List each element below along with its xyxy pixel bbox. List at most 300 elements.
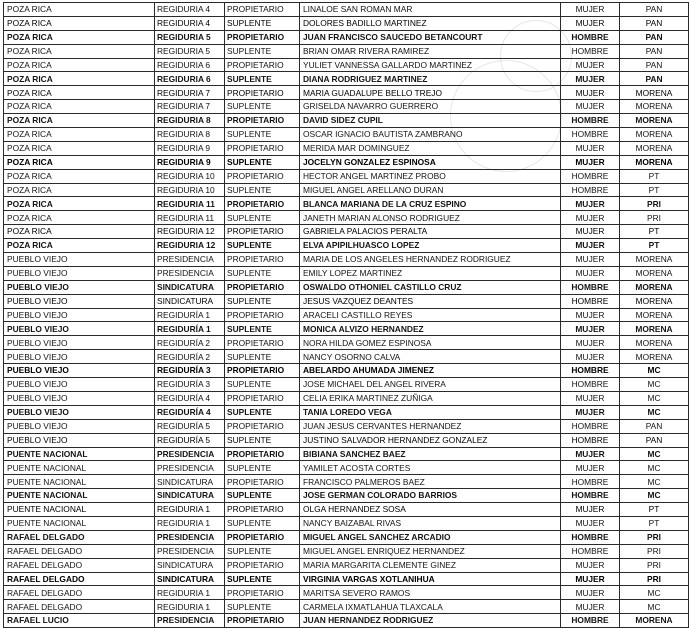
sex-cell: MUJER — [561, 86, 620, 100]
position-cell: REGIDURIA 5 — [155, 44, 225, 58]
table-row — [4, 155, 689, 169]
municipality-cell: PUENTE NACIONAL — [4, 516, 155, 530]
candidate-name-cell: MARIA DE LOS ANGELES HERNANDEZ RODRIGUEZ — [300, 253, 561, 267]
party-cell: PT — [620, 516, 689, 530]
role-cell: SUPLENTE — [225, 433, 300, 447]
party-cell: MORENA — [620, 86, 689, 100]
role-cell: PROPIETARIO — [225, 225, 300, 239]
party-cell: PAN — [620, 44, 689, 58]
role-cell: SUPLENTE — [225, 516, 300, 530]
municipality-cell: PUEBLO VIEJO — [4, 433, 155, 447]
party-cell: MORENA — [620, 614, 689, 628]
municipality-cell: RAFAEL DELGADO — [4, 544, 155, 558]
position-cell: REGIDURÍA 2 — [155, 350, 225, 364]
sex-cell: MUJER — [561, 72, 620, 86]
candidate-name-cell: YAMILET ACOSTA CORTES — [300, 461, 561, 475]
position-cell: REGIDURIA 4 — [155, 3, 225, 17]
position-cell: REGIDURIA 1 — [155, 516, 225, 530]
municipality-cell: RAFAEL DELGADO — [4, 600, 155, 614]
party-cell: PRI — [620, 197, 689, 211]
role-cell: PROPIETARIO — [225, 169, 300, 183]
municipality-cell: PUENTE NACIONAL — [4, 503, 155, 517]
municipality-cell: POZA RICA — [4, 211, 155, 225]
party-cell: MC — [620, 461, 689, 475]
sex-cell: MUJER — [561, 600, 620, 614]
position-cell: REGIDURÍA 2 — [155, 336, 225, 350]
municipality-cell: POZA RICA — [4, 30, 155, 44]
municipality-cell: POZA RICA — [4, 16, 155, 30]
sex-cell: MUJER — [561, 16, 620, 30]
party-cell: PAN — [620, 58, 689, 72]
position-cell: SINDICATURA — [155, 294, 225, 308]
candidate-name-cell: NORA HILDA GOMEZ ESPINOSA — [300, 336, 561, 350]
sex-cell: MUJER — [561, 225, 620, 239]
sex-cell: HOMBRE — [561, 169, 620, 183]
role-cell: SUPLENTE — [225, 44, 300, 58]
municipality-cell: POZA RICA — [4, 86, 155, 100]
table-row — [4, 169, 689, 183]
candidate-name-cell: BLANCA MARIANA DE LA CRUZ ESPINO — [300, 197, 561, 211]
table-row — [4, 294, 689, 308]
candidate-name-cell: JOSE MICHAEL DEL ANGEL RIVERA — [300, 378, 561, 392]
sex-cell: HOMBRE — [561, 433, 620, 447]
table-row — [4, 197, 689, 211]
candidate-name-cell: HECTOR ANGEL MARTINEZ PROBO — [300, 169, 561, 183]
party-cell: PAN — [620, 72, 689, 86]
sex-cell: HOMBRE — [561, 378, 620, 392]
party-cell: PAN — [620, 30, 689, 44]
party-cell: MORENA — [620, 266, 689, 280]
party-cell: MC — [620, 405, 689, 419]
position-cell: REGIDURÍA 4 — [155, 405, 225, 419]
table-row — [4, 419, 689, 433]
role-cell: SUPLENTE — [225, 16, 300, 30]
party-cell: MC — [620, 364, 689, 378]
position-cell: SINDICATURA — [155, 475, 225, 489]
municipality-cell: POZA RICA — [4, 100, 155, 114]
candidate-name-cell: NANCY BAIZABAL RIVAS — [300, 516, 561, 530]
municipality-cell: PUEBLO VIEJO — [4, 419, 155, 433]
candidate-name-cell: VIRGINIA VARGAS XOTLANIHUA — [300, 572, 561, 586]
candidate-name-cell: CARMELA IXMATLAHUA TLAXCALA — [300, 600, 561, 614]
position-cell: REGIDURÍA 5 — [155, 433, 225, 447]
role-cell: PROPIETARIO — [225, 141, 300, 155]
table-row — [4, 586, 689, 600]
party-cell: MC — [620, 600, 689, 614]
position-cell: REGIDURIA 12 — [155, 225, 225, 239]
candidate-name-cell: BRIAN OMAR RIVERA RAMIREZ — [300, 44, 561, 58]
role-cell: PROPIETARIO — [225, 280, 300, 294]
position-cell: REGIDURÍA 1 — [155, 308, 225, 322]
role-cell: PROPIETARIO — [225, 197, 300, 211]
sex-cell: MUJER — [561, 308, 620, 322]
candidate-name-cell: JESUS VAZQUEZ DEANTES — [300, 294, 561, 308]
table-row — [4, 16, 689, 30]
candidate-name-cell: LINALOE SAN ROMAN MAR — [300, 3, 561, 17]
role-cell: SUPLENTE — [225, 322, 300, 336]
sex-cell: MUJER — [561, 558, 620, 572]
table-row — [4, 30, 689, 44]
party-cell: MORENA — [620, 350, 689, 364]
sex-cell: HOMBRE — [561, 30, 620, 44]
position-cell: REGIDURIA 12 — [155, 239, 225, 253]
sex-cell: MUJER — [561, 405, 620, 419]
municipality-cell: PUEBLO VIEJO — [4, 391, 155, 405]
candidate-name-cell: JUSTINO SALVADOR HERNANDEZ GONZALEZ — [300, 433, 561, 447]
sex-cell: MUJER — [561, 391, 620, 405]
candidate-name-cell: OSCAR IGNACIO BAUTISTA ZAMBRANO — [300, 128, 561, 142]
role-cell: SUPLENTE — [225, 239, 300, 253]
table-row — [4, 253, 689, 267]
municipality-cell: POZA RICA — [4, 58, 155, 72]
candidate-name-cell: ARACELI CASTILLO REYES — [300, 308, 561, 322]
position-cell: REGIDURÍA 1 — [155, 322, 225, 336]
party-cell: PAN — [620, 3, 689, 17]
table-row — [4, 44, 689, 58]
sex-cell: HOMBRE — [561, 614, 620, 628]
municipality-cell: PUEBLO VIEJO — [4, 266, 155, 280]
candidate-name-cell: ABELARDO AHUMADA JIMENEZ — [300, 364, 561, 378]
sex-cell: HOMBRE — [561, 489, 620, 503]
municipality-cell: POZA RICA — [4, 197, 155, 211]
position-cell: REGIDURIA 10 — [155, 183, 225, 197]
table-row — [4, 600, 689, 614]
position-cell: PRESIDENCIA — [155, 544, 225, 558]
role-cell: PROPIETARIO — [225, 614, 300, 628]
municipality-cell: RAFAEL DELGADO — [4, 572, 155, 586]
party-cell: MC — [620, 447, 689, 461]
municipality-cell: POZA RICA — [4, 155, 155, 169]
candidate-name-cell: JOSE GERMAN COLORADO BARRIOS — [300, 489, 561, 503]
table-row — [4, 86, 689, 100]
position-cell: REGIDURIA 6 — [155, 72, 225, 86]
position-cell: PRESIDENCIA — [155, 461, 225, 475]
table-row — [4, 3, 689, 17]
position-cell: REGIDURIA 9 — [155, 155, 225, 169]
party-cell: MORENA — [620, 308, 689, 322]
municipality-cell: PUEBLO VIEJO — [4, 280, 155, 294]
candidate-name-cell: DOLORES BADILLO MARTINEZ — [300, 16, 561, 30]
table-row — [4, 72, 689, 86]
sex-cell: HOMBRE — [561, 294, 620, 308]
municipality-cell: POZA RICA — [4, 3, 155, 17]
table-row — [4, 58, 689, 72]
table-row — [4, 336, 689, 350]
table-row — [4, 128, 689, 142]
party-cell: PAN — [620, 16, 689, 30]
table-row — [4, 225, 689, 239]
position-cell: REGIDURÍA 4 — [155, 391, 225, 405]
table-row — [4, 183, 689, 197]
table-row — [4, 378, 689, 392]
party-cell: PRI — [620, 211, 689, 225]
table-body — [4, 3, 689, 628]
position-cell: SINDICATURA — [155, 489, 225, 503]
position-cell: REGIDURIA 7 — [155, 86, 225, 100]
position-cell: REGIDURÍA 3 — [155, 364, 225, 378]
candidate-name-cell: FRANCISCO PALMEROS BAEZ — [300, 475, 561, 489]
candidate-name-cell: BIBIANA SANCHEZ BAEZ — [300, 447, 561, 461]
municipality-cell: POZA RICA — [4, 72, 155, 86]
municipality-cell: PUEBLO VIEJO — [4, 308, 155, 322]
table-row — [4, 280, 689, 294]
municipality-cell: RAFAEL LUCIO — [4, 614, 155, 628]
table-row — [4, 114, 689, 128]
position-cell: PRESIDENCIA — [155, 447, 225, 461]
sex-cell: MUJER — [561, 572, 620, 586]
position-cell: REGIDURIA 5 — [155, 30, 225, 44]
municipality-cell: PUEBLO VIEJO — [4, 322, 155, 336]
sex-cell: HOMBRE — [561, 280, 620, 294]
position-cell: REGIDURIA 9 — [155, 141, 225, 155]
table-row — [4, 322, 689, 336]
sex-cell: HOMBRE — [561, 419, 620, 433]
candidate-name-cell: MONICA ALVIZO HERNANDEZ — [300, 322, 561, 336]
role-cell: SUPLENTE — [225, 572, 300, 586]
municipality-cell: POZA RICA — [4, 128, 155, 142]
party-cell: PRI — [620, 558, 689, 572]
party-cell: PT — [620, 239, 689, 253]
position-cell: REGIDURIA 1 — [155, 503, 225, 517]
role-cell: SUPLENTE — [225, 378, 300, 392]
position-cell: REGIDURIA 1 — [155, 586, 225, 600]
candidate-name-cell: MARIA MARGARITA CLEMENTE GINEZ — [300, 558, 561, 572]
sex-cell: MUJER — [561, 211, 620, 225]
role-cell: SUPLENTE — [225, 461, 300, 475]
party-cell: MC — [620, 391, 689, 405]
municipality-cell: RAFAEL DELGADO — [4, 530, 155, 544]
role-cell: PROPIETARIO — [225, 58, 300, 72]
position-cell: REGIDURIA 8 — [155, 114, 225, 128]
party-cell: MC — [620, 489, 689, 503]
role-cell: SUPLENTE — [225, 350, 300, 364]
municipality-cell: PUENTE NACIONAL — [4, 475, 155, 489]
role-cell: SUPLENTE — [225, 600, 300, 614]
municipality-cell: POZA RICA — [4, 114, 155, 128]
party-cell: MORENA — [620, 322, 689, 336]
party-cell: PAN — [620, 419, 689, 433]
candidate-name-cell: MERIDA MAR DOMINGUEZ — [300, 141, 561, 155]
sex-cell: HOMBRE — [561, 44, 620, 58]
party-cell: PT — [620, 225, 689, 239]
role-cell: SUPLENTE — [225, 72, 300, 86]
position-cell: REGIDURIA 4 — [155, 16, 225, 30]
municipality-cell: PUEBLO VIEJO — [4, 364, 155, 378]
role-cell: PROPIETARIO — [225, 3, 300, 17]
sex-cell: MUJER — [561, 197, 620, 211]
candidate-name-cell: MIGUEL ANGEL ARELLANO DURAN — [300, 183, 561, 197]
sex-cell: MUJER — [561, 155, 620, 169]
table-row — [4, 544, 689, 558]
party-cell: MORENA — [620, 128, 689, 142]
role-cell: SUPLENTE — [225, 489, 300, 503]
municipality-cell: RAFAEL DELGADO — [4, 586, 155, 600]
sex-cell: HOMBRE — [561, 364, 620, 378]
party-cell: PT — [620, 183, 689, 197]
party-cell: MORENA — [620, 280, 689, 294]
municipality-cell: PUEBLO VIEJO — [4, 336, 155, 350]
candidate-name-cell: YULIET VANNESSA GALLARDO MARTINEZ — [300, 58, 561, 72]
candidate-name-cell: MIGUEL ANGEL ENRIQUEZ HERNANDEZ — [300, 544, 561, 558]
party-cell: MORENA — [620, 141, 689, 155]
position-cell: REGIDURIA 6 — [155, 58, 225, 72]
municipality-cell: POZA RICA — [4, 169, 155, 183]
role-cell: SUPLENTE — [225, 155, 300, 169]
candidate-name-cell: OLGA HERNANDEZ SOSA — [300, 503, 561, 517]
party-cell: MC — [620, 378, 689, 392]
role-cell: PROPIETARIO — [225, 364, 300, 378]
position-cell: REGIDURIA 11 — [155, 211, 225, 225]
role-cell: SUPLENTE — [225, 544, 300, 558]
table-row — [4, 475, 689, 489]
municipality-cell: PUEBLO VIEJO — [4, 378, 155, 392]
party-cell: MC — [620, 475, 689, 489]
position-cell: PRESIDENCIA — [155, 253, 225, 267]
municipality-cell: POZA RICA — [4, 239, 155, 253]
role-cell: PROPIETARIO — [225, 475, 300, 489]
sex-cell: MUJER — [561, 3, 620, 17]
sex-cell: MUJER — [561, 253, 620, 267]
position-cell: PRESIDENCIA — [155, 614, 225, 628]
sex-cell: MUJER — [561, 100, 620, 114]
table-row — [4, 433, 689, 447]
role-cell: PROPIETARIO — [225, 114, 300, 128]
party-cell: PAN — [620, 433, 689, 447]
role-cell: PROPIETARIO — [225, 308, 300, 322]
role-cell: PROPIETARIO — [225, 530, 300, 544]
position-cell: REGIDURIA 8 — [155, 128, 225, 142]
position-cell: PRESIDENCIA — [155, 530, 225, 544]
role-cell: PROPIETARIO — [225, 391, 300, 405]
role-cell: SUPLENTE — [225, 266, 300, 280]
candidate-name-cell: GABRIELA PALACIOS PERALTA — [300, 225, 561, 239]
role-cell: PROPIETARIO — [225, 86, 300, 100]
position-cell: REGIDURÍA 3 — [155, 378, 225, 392]
municipality-cell: RAFAEL DELGADO — [4, 558, 155, 572]
sex-cell: MUJER — [561, 503, 620, 517]
sex-cell: HOMBRE — [561, 530, 620, 544]
candidate-name-cell: JUAN HERNANDEZ RODRIGUEZ — [300, 614, 561, 628]
sex-cell: MUJER — [561, 350, 620, 364]
sex-cell: MUJER — [561, 266, 620, 280]
party-cell: MORENA — [620, 155, 689, 169]
candidate-name-cell: CELIA ERIKA MARTINEZ ZUÑIGA — [300, 391, 561, 405]
sex-cell: MUJER — [561, 141, 620, 155]
candidate-name-cell: JUAN JESUS CERVANTES HERNANDEZ — [300, 419, 561, 433]
position-cell: SINDICATURA — [155, 558, 225, 572]
role-cell: SUPLENTE — [225, 211, 300, 225]
table-row — [4, 391, 689, 405]
candidate-name-cell: MIGUEL ANGEL SANCHEZ ARCADIO — [300, 530, 561, 544]
party-cell: MORENA — [620, 336, 689, 350]
role-cell: SUPLENTE — [225, 294, 300, 308]
candidate-name-cell: EMILY LOPEZ MARTINEZ — [300, 266, 561, 280]
table-row — [4, 364, 689, 378]
sex-cell: MUJER — [561, 461, 620, 475]
position-cell: SINDICATURA — [155, 280, 225, 294]
municipality-cell: PUEBLO VIEJO — [4, 405, 155, 419]
sex-cell: MUJER — [561, 447, 620, 461]
position-cell: REGIDURIA 11 — [155, 197, 225, 211]
candidate-name-cell: GRISELDA NAVARRO GUERRERO — [300, 100, 561, 114]
table-row — [4, 530, 689, 544]
municipality-cell: PUENTE NACIONAL — [4, 447, 155, 461]
party-cell: MORENA — [620, 253, 689, 267]
role-cell: SUPLENTE — [225, 100, 300, 114]
candidate-name-cell: NANCY OSORNO CALVA — [300, 350, 561, 364]
party-cell: MORENA — [620, 114, 689, 128]
party-cell: PRI — [620, 544, 689, 558]
table-row — [4, 516, 689, 530]
municipality-cell: PUENTE NACIONAL — [4, 489, 155, 503]
position-cell: REGIDURIA 10 — [155, 169, 225, 183]
sex-cell: MUJER — [561, 322, 620, 336]
candidate-name-cell: OSWALDO OTHONIEL CASTILLO CRUZ — [300, 280, 561, 294]
party-cell: PT — [620, 169, 689, 183]
role-cell: PROPIETARIO — [225, 447, 300, 461]
table-row — [4, 141, 689, 155]
table-row — [4, 350, 689, 364]
table-row — [4, 308, 689, 322]
sex-cell: HOMBRE — [561, 544, 620, 558]
role-cell: PROPIETARIO — [225, 558, 300, 572]
table-row — [4, 211, 689, 225]
position-cell: PRESIDENCIA — [155, 266, 225, 280]
municipality-cell: PUEBLO VIEJO — [4, 253, 155, 267]
candidate-name-cell: MARIA GUADALUPE BELLO TREJO — [300, 86, 561, 100]
sex-cell: MUJER — [561, 239, 620, 253]
candidate-name-cell: JANETH MARIAN ALONSO RODRIGUEZ — [300, 211, 561, 225]
role-cell: PROPIETARIO — [225, 336, 300, 350]
sex-cell: MUJER — [561, 58, 620, 72]
candidate-name-cell: DAVID SIDEZ CUPIL — [300, 114, 561, 128]
municipality-cell: PUEBLO VIEJO — [4, 350, 155, 364]
role-cell: PROPIETARIO — [225, 586, 300, 600]
sex-cell: MUJER — [561, 586, 620, 600]
candidate-name-cell: JOCELYN GONZALEZ ESPINOSA — [300, 155, 561, 169]
municipality-cell: POZA RICA — [4, 44, 155, 58]
role-cell: PROPIETARIO — [225, 503, 300, 517]
candidate-name-cell: JUAN FRANCISCO SAUCEDO BETANCOURT — [300, 30, 561, 44]
table-row — [4, 461, 689, 475]
table-row — [4, 405, 689, 419]
candidate-name-cell: MARITSA SEVERO RAMOS — [300, 586, 561, 600]
table-row — [4, 239, 689, 253]
table-row — [4, 572, 689, 586]
role-cell: PROPIETARIO — [225, 30, 300, 44]
position-cell: SINDICATURA — [155, 572, 225, 586]
municipality-cell: PUENTE NACIONAL — [4, 461, 155, 475]
role-cell: SUPLENTE — [225, 128, 300, 142]
role-cell: PROPIETARIO — [225, 253, 300, 267]
sex-cell: HOMBRE — [561, 128, 620, 142]
candidate-name-cell: DIANA RODRIGUEZ MARTINEZ — [300, 72, 561, 86]
party-cell: PT — [620, 503, 689, 517]
party-cell: MORENA — [620, 100, 689, 114]
table-row — [4, 558, 689, 572]
table-row — [4, 266, 689, 280]
position-cell: REGIDURÍA 5 — [155, 419, 225, 433]
party-cell: MC — [620, 586, 689, 600]
municipality-cell: POZA RICA — [4, 225, 155, 239]
sex-cell: MUJER — [561, 516, 620, 530]
candidate-name-cell: TANIA LOREDO VEGA — [300, 405, 561, 419]
party-cell: MORENA — [620, 294, 689, 308]
sex-cell: MUJER — [561, 336, 620, 350]
sex-cell: HOMBRE — [561, 183, 620, 197]
party-cell: PRI — [620, 530, 689, 544]
position-cell: REGIDURIA 7 — [155, 100, 225, 114]
